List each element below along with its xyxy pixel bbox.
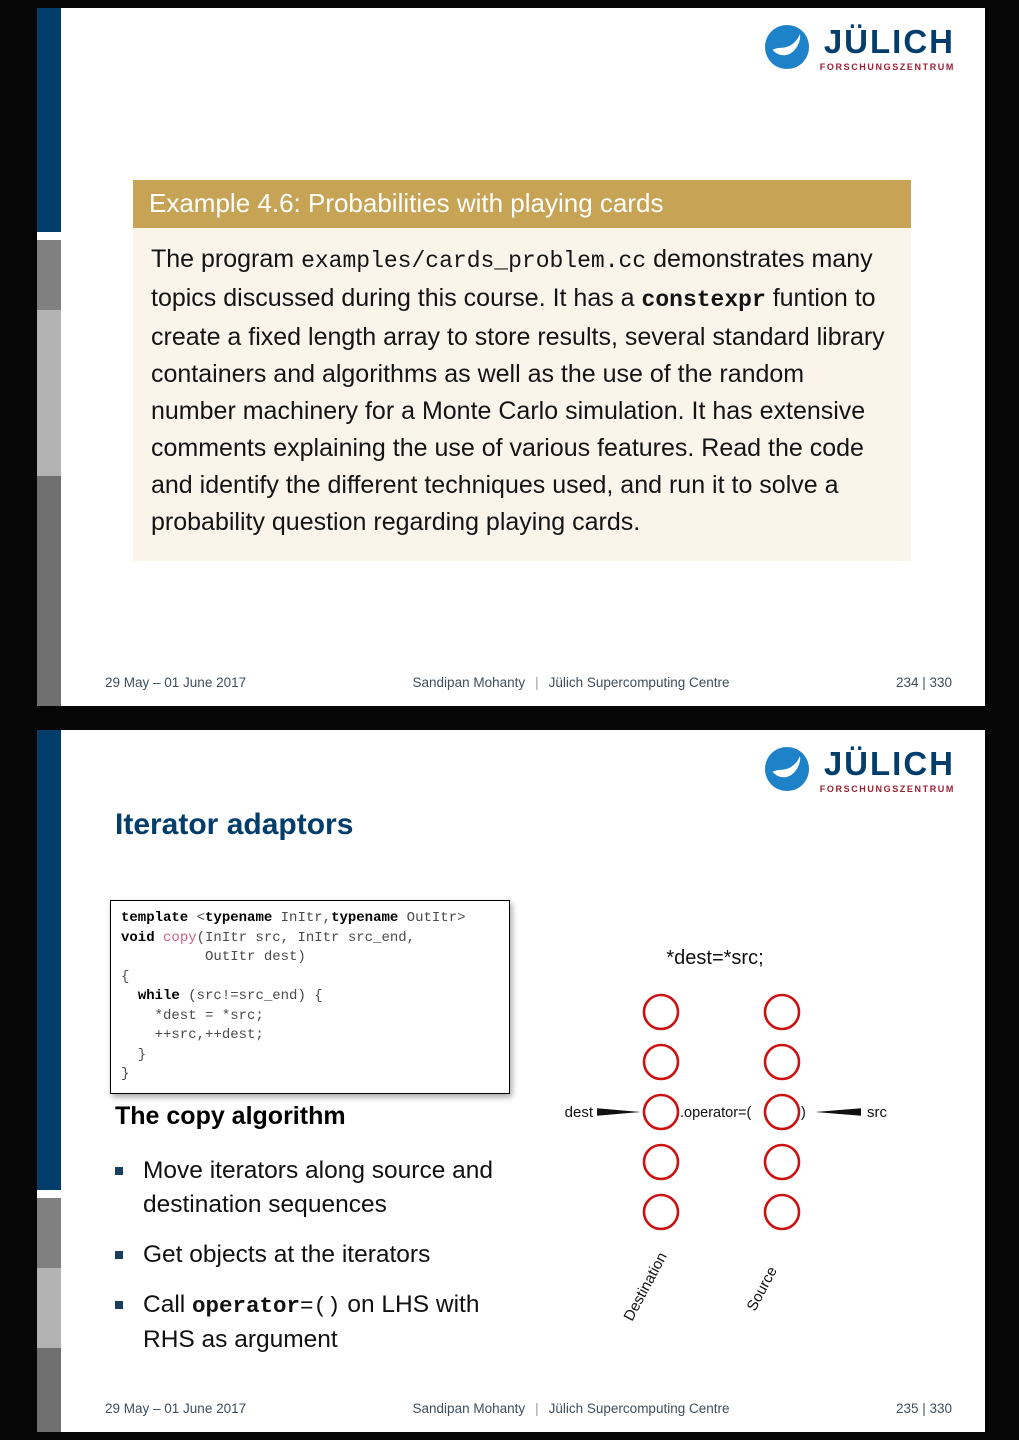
code-token: ++src,++dest; [121, 1027, 264, 1043]
slide-sidebar [37, 8, 61, 706]
footer-author: Sandipan Mohanty [412, 1401, 526, 1416]
logo-subtitle: FORSCHUNGSZENTRUM [819, 784, 955, 794]
source-node [765, 1045, 799, 1079]
code-token: void [121, 929, 155, 946]
footer-date: 29 May – 01 June 2017 [105, 1401, 247, 1416]
destination-node [644, 1095, 678, 1129]
code-token: OutItr dest) [121, 949, 306, 965]
logo-subtitle: FORSCHUNGSZENTRUM [819, 62, 955, 72]
body-text: The program [151, 245, 302, 273]
destination-node [644, 1195, 678, 1229]
bullet-text: Get objects at the iterators [143, 1241, 431, 1268]
footer-page-number: 234 | 330 [895, 675, 952, 690]
logo-wordmark: JÜLICH [823, 23, 955, 60]
list-item [115, 1238, 525, 1272]
sidebar-segment [37, 240, 61, 310]
sidebar-segment [37, 1268, 61, 1348]
code-token [155, 930, 163, 946]
slide-title: Iterator adaptors [115, 808, 354, 841]
slide-235 [37, 730, 985, 1432]
destination-node [644, 995, 678, 1029]
example-block [133, 180, 911, 561]
slide-234 [37, 8, 985, 706]
operator-close-label: ) [801, 1105, 806, 1121]
juelich-logo [764, 746, 955, 794]
bullet-square-icon [115, 1251, 123, 1259]
code-line [121, 987, 499, 1007]
code-line [121, 1046, 499, 1066]
footer-page-number: 235 | 330 [895, 1401, 952, 1416]
list-item [115, 1154, 525, 1222]
bullet-text: Move iterators along source and destination sequences [143, 1157, 493, 1218]
bullet-text-segment: Call [143, 1291, 193, 1318]
code-token: while [137, 988, 180, 1004]
code-token: typename [331, 910, 399, 926]
source-column-label: Source [743, 1263, 781, 1314]
sidebar-segment [37, 1198, 61, 1268]
inline-code-keyword: constexpr [641, 287, 766, 313]
footer-institute: Jülich Supercomputing Centre [548, 675, 730, 690]
body-text: funtion to create a fixed length array to store results, several standard library containers and algorithms as well as the use of the random number machinery for a Monte Carlo simulation. It has extensive comments explaining the use of various features. Read the code and identify the different techniques used, and run it to solve a probability question regarding playing cards. [151, 284, 885, 536]
example-block-title: Example 4.6: Probabilities with playing cards [133, 180, 911, 228]
code-token: } [121, 1066, 130, 1082]
src-label: src [867, 1104, 887, 1121]
sidebar-segment [37, 1348, 61, 1432]
code-line [121, 948, 499, 968]
bullet-square-icon [115, 1301, 123, 1309]
code-line [121, 1026, 499, 1046]
sidebar-segment [37, 232, 61, 240]
destination-node [644, 1045, 678, 1079]
operator-open-label: .operator=( [680, 1105, 752, 1121]
list-item [115, 1288, 525, 1357]
code-token: (src!=src_end) { [179, 988, 323, 1004]
diagram-caption: *dest=*src; [666, 947, 764, 969]
sidebar-segment [37, 310, 61, 476]
sidebar-segment [37, 476, 61, 706]
bullet-text-segment: on LHS with RHS as argument [143, 1291, 480, 1353]
code-token: template [121, 910, 189, 926]
source-node [765, 1095, 799, 1129]
inline-code: =() [300, 1293, 341, 1319]
code-token [121, 988, 138, 1004]
slide-footer [105, 1401, 952, 1416]
bullet-text [143, 1288, 525, 1357]
footer-institute: Jülich Supercomputing Centre [548, 1401, 730, 1416]
copy-diagram [537, 940, 937, 1340]
code-token: typename [205, 910, 273, 926]
destination-node [644, 1145, 678, 1179]
juelich-logo-dot-icon [764, 746, 810, 792]
inline-code-keyword: operator [192, 1293, 301, 1319]
code-line [121, 1065, 499, 1085]
footer-center [246, 1401, 896, 1416]
slide-sidebar [37, 730, 61, 1432]
sidebar-segment [37, 730, 61, 1190]
source-node [765, 1195, 799, 1229]
destination-column-label: Destination [620, 1249, 671, 1324]
juelich-logo [764, 24, 955, 72]
dest-arrow-icon [597, 1108, 641, 1116]
sidebar-segment [37, 8, 61, 232]
code-line [121, 929, 499, 949]
code-token: < [188, 910, 206, 926]
source-node [765, 1145, 799, 1179]
dest-label: dest [564, 1104, 593, 1121]
bullet-list [115, 1154, 525, 1373]
sidebar-segment [37, 1190, 61, 1198]
body-text: demonstrates many topics discussed during this course. It has a [151, 245, 873, 312]
footer-separator: | [535, 675, 539, 690]
src-arrow-icon [815, 1108, 861, 1116]
code-token: OutItr> [398, 910, 466, 926]
code-block [110, 900, 510, 1094]
footer-author: Sandipan Mohanty [412, 675, 526, 690]
juelich-logo-dot-icon [764, 24, 810, 70]
footer-date: 29 May – 01 June 2017 [105, 675, 247, 690]
slide-footer [105, 675, 952, 690]
code-token: } [121, 1046, 147, 1063]
example-block-body [133, 228, 911, 561]
code-line [121, 968, 499, 988]
logo-wordmark: JÜLICH [823, 745, 955, 782]
footer-center [246, 675, 896, 690]
code-token: { [121, 968, 130, 985]
code-token: copy [163, 929, 197, 946]
code-line [121, 1007, 499, 1027]
inline-code: examples/cards_problem.cc [301, 248, 647, 274]
code-token: *dest = *src; [121, 1007, 264, 1024]
copy-algorithm-heading: The copy algorithm [115, 1102, 346, 1130]
code-token: (InItr src, InItr src_end, [196, 929, 416, 946]
footer-separator: | [535, 1401, 539, 1416]
code-token: InItr, [272, 910, 332, 926]
code-line [121, 909, 499, 929]
bullet-square-icon [115, 1167, 123, 1175]
source-node [765, 995, 799, 1029]
